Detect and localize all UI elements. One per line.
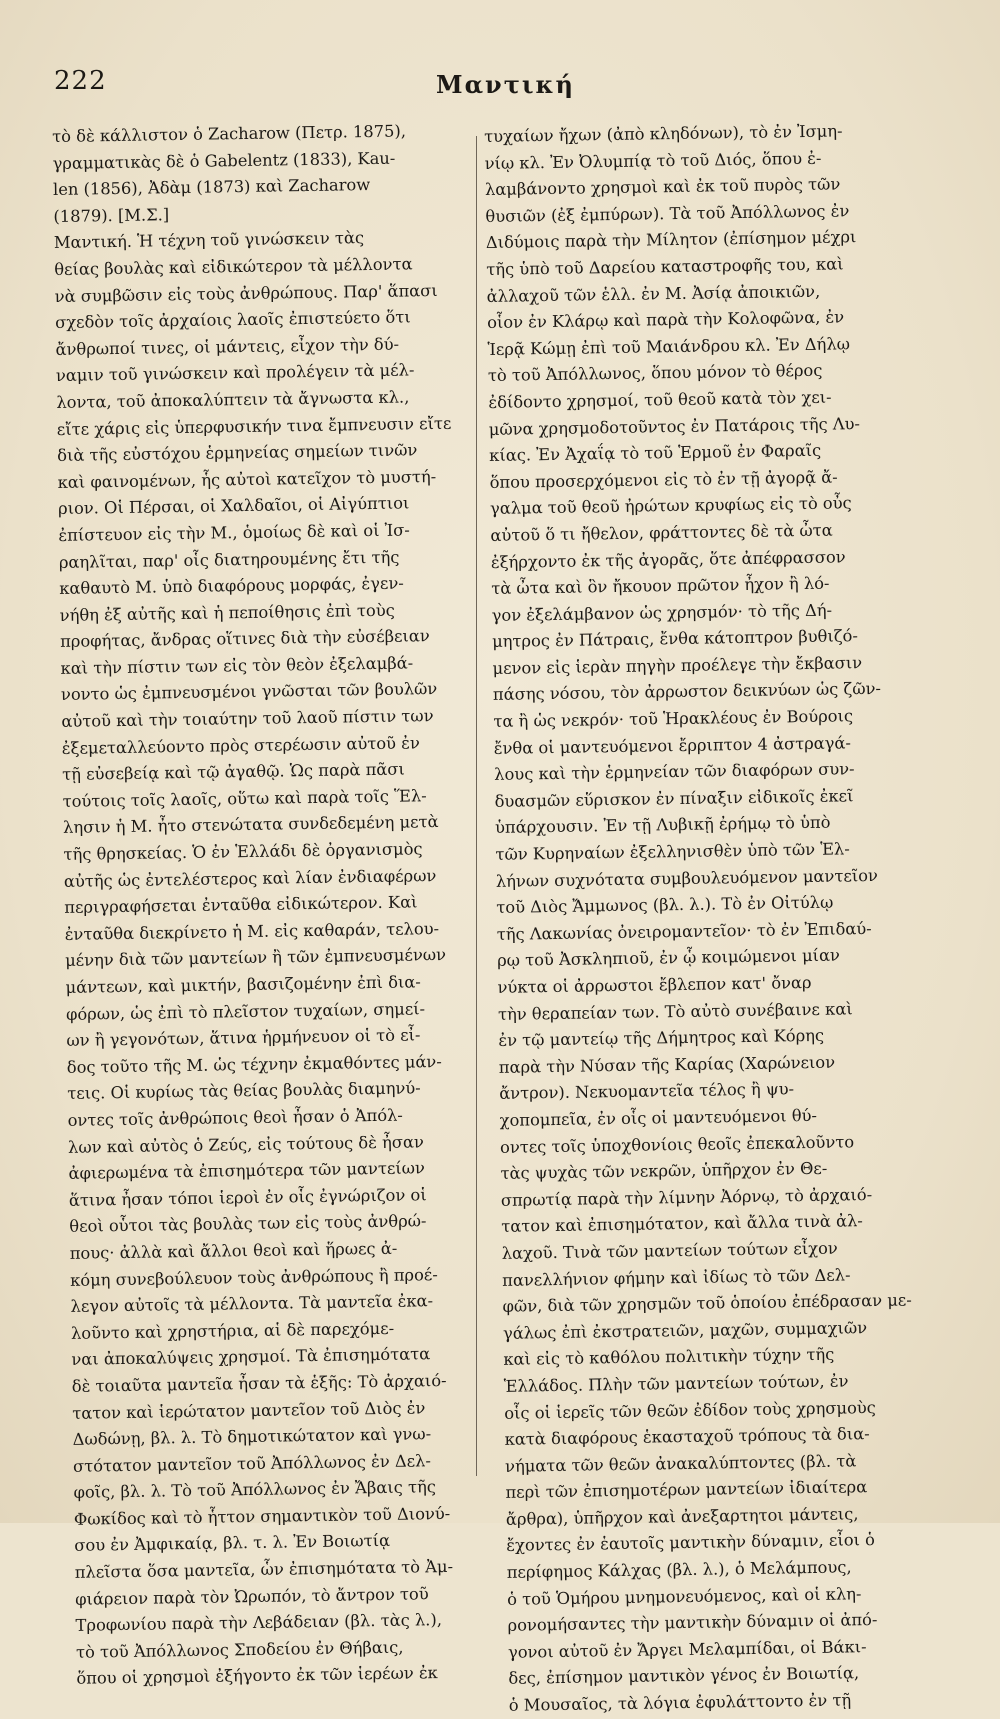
text-line: τῆς θρησκείας. Ὁ ἐν Ἑλλάδι δὲ ὀργανισμὸς [63,839,423,864]
text-line: οἷον ἐν Κλάρῳ καὶ παρὰ τὴν Κολοφῶνα, ἐν [486,307,845,333]
text-line: Ἑλλάδος. Πλὴν τῶν μαντείων τούτων, ἐν [503,1371,849,1396]
text-line: τὰς ψυχὰς τῶν νεκρῶν, ὑπῆρχον ἐν Θε- [500,1158,828,1184]
text-line: Τροφωνίου παρὰ τὴν Λεβάδειαν (βλ. τὰς λ.), [75,1610,443,1636]
text-line: τεις. Οἱ κυρίως τὰς θείας βουλὰς διαμηνύ- [67,1078,421,1104]
text-line: ἐνταῦθα διεκρίνετο ἡ Μ. εἰς καθαράν, τελου- [64,918,440,944]
text-line: γάλως ἐπὶ ἐκστρατειῶν, μαχῶν, συμμαχιῶν [502,1317,868,1343]
text-line: ὑπάρχουσιν. Ἐν τῇ Λυβικῇ ἐρήμῳ τὸ ὑπὸ [494,813,831,838]
text-line: στότατον μαντεῖον τοῦ Ἀπόλλωνος ἐν Δελ- [72,1450,432,1476]
text-line: λοντα, τοῦ ἀποκαλύπτειν τὰ ἄγνωστα κλ., [56,387,410,412]
text-line: κίας. Ἐν Ἀχαΐᾳ τὸ τοῦ Ἑρμοῦ ἐν Φαραῖς [489,440,822,466]
text-line: προφήτας, ἄνδρας οἵτινες διὰ τὴν εὐσέβειαν [59,626,430,652]
text-line: νὰ συμβῶσιν εἰς τοὺς ἀνθρώπους. Παρ' ἅπασι [54,280,438,306]
text-line: τῇ εὐσεβείᾳ καὶ τῷ ἀγαθῷ. Ὡς παρὰ πᾶσι [62,759,405,785]
text-line: παρὰ τὴν Νύσαν τῆς Καρίας (Χαρώνειον [498,1052,836,1077]
text-line: κόμη συνεβούλευον τοὺς ἀνθρώπους ἢ προέ- [70,1264,438,1290]
text-line: ὁ τοῦ Ὁμήρου μνημονευόμενος, καὶ οἱ κλη- [507,1583,862,1609]
text-line: εἴτε χάρις εἰς ὑπερφυσικήν τινα ἔμπνευσιν εἴτε [56,413,452,439]
text-line: τα ἢ ὡς νεκρόν· τοῦ Ἡρακλέους ἐν Βούροις [493,706,854,731]
text-line: φοῖς, βλ. λ. Τὸ τοῦ Ἀπόλλωνος ἐν Ἄβαις τῆς [73,1477,437,1503]
text-line: τυχαίων ἤχων (ἀπὸ κληδόνων), τὸ ἐν Ἰσμη- [484,121,843,146]
text-line: πάσης νόσου, τὸν ἀρρωστον δεικνύων ὡς ζῶν- [492,679,882,705]
text-line: μητρος ἐν Πάτραις, ἔνθα κάτοπτρον βυθιζό- [491,626,859,652]
text-line: θυσιῶν (ἐξ ἐμπύρων). Τὰ τοῦ Ἀπόλλωνος ἐν [485,201,850,226]
text-line: καὶ εἰς τὸ καθόλου πολιτικὴν τύχην τῆς [503,1344,835,1370]
text-line: τῆς Λακωνίας ὀνειρομαντεῖον· τὸ ἐν Ἐπιδαύ- [496,918,872,944]
text-line: δυασμῶν εὕρισκον ἐν πίναξιν εἰδικοῖς ἐκεῖ [494,786,854,811]
text-line: περιγραφήσεται ἐνταῦθα εἰδικώτερον. Καὶ [64,892,418,918]
text-line: νήματα τῶν θεῶν ἀνακαλύπτοντες (βλ. τὰ [504,1451,857,1476]
text-line: τὸ τοῦ Ἀπόλλωνος, ὅπου μόνον τὸ θέρος [487,361,823,386]
text-line: ἀλλαχοῦ τῶν ἑλλ. ἐν Μ. Ἀσίᾳ ἀποικιῶν, [486,281,821,306]
text-line: δος τοῦτο τῆς Μ. ὡς τέχνην ἐκμαθόντες μάν- [66,1051,442,1077]
text-line: ἅτινα ἦσαν τόποι ἱεροὶ ἐν οἷς ἐγνώριζον οἱ [68,1184,427,1210]
text-line: Φωκίδος καὶ τὸ ἧττον σημαντικὸν τοῦ Διονύ- [73,1503,451,1529]
text-line: ἔχοντες ἐν ἑαυτοῖς μαντικὴν δύναμιν, εἶοι ὁ [506,1530,876,1556]
text-line: πλεῖστα ὅσα μαντεῖα, ὧν ἐπισημότατα τὸ Ἀμ- [74,1556,454,1582]
text-line: Μαντική. Ἡ τέχνη τοῦ γινώσκειν τὰς [53,228,365,253]
text-line: λους καὶ τὴν ἑρμηνείαν τῶν διαφόρων συν- [494,759,855,785]
text-line: τούτοις τοῖς λαοῖς, οὕτω καὶ παρὰ τοῖς Ἕλ- [62,786,427,811]
text-line: λεγον αὐτοῖς τὰ μέλλοντα. Τὰ μαντεῖα ἐκα- [70,1291,434,1316]
text-line: νοντο ὡς ἐμπνευσμένοι γνῶσται τῶν βουλῶν [60,679,438,705]
text-line: σχεδὸν τοῖς ἀρχαίοις λαοῖς ἐπιστεύετο ὅτι [54,307,411,333]
text-line: γονοι αὐτοῦ ἐν Ἄργει Μελαμπίδαι, οἱ Βάκι- [507,1637,867,1662]
text-line: λαχοῦ. Τινὰ τῶν μαντείων τούτων εἶχον [501,1238,838,1263]
text-line: ρῳ τοῦ Ἀσκληπιοῦ, ἐν ᾧ κοιμώμενοι μίαν [496,945,841,971]
text-line: αὐτῆς ὡς ἐντελέστερος καὶ λίαν ἐνδιαφέρων [63,865,437,891]
text-line: νύκτα οἱ ἀρρωστοι ἔβλεπον κατ' ὄναρ [497,972,812,997]
text-line: ὅπου οἱ χρησμοὶ ἐξήγοντο ἐκ τῶν ἱερέων ἐκ [76,1663,438,1689]
text-line: ρονομήσαντες τὴν μαντικὴν δύναμιν οἱ ἀπό- [507,1610,878,1636]
text-line: οἷς οἱ ἱερεῖς τῶν θεῶν ἐδίδον τοὺς χρησμοὺς [504,1397,876,1423]
text-line: ἄντρον). Νεκυομαντεῖα τέλος ἢ ψυ- [499,1079,795,1104]
text-line: καὶ φαινομένων, ἧς αὐτοὶ κατεῖχον τὸ μυστή- [57,466,437,492]
text-line: κατὰ διαφόρους ἑκασταχοῦ τρόπους τὰ δια- [504,1424,870,1449]
text-line: ὅπου προσερχόμενοι εἰς τὸ ἐν τῇ ἀγορᾷ ἄ- [489,467,838,492]
text-line: Ἱερᾷ Κώμῃ ἐπὶ τοῦ Μαιάνδρου κλ. Ἐν Δήλῳ [487,334,851,359]
text-line: διὰ τῆς εὐστόχου ἑρμηνείας σημείων τινῶν [57,440,418,466]
text-line: τῶν Κυρηναίων ἐξελληνισθὲν ὑπὸ τῶν Ἑλ- [495,839,850,864]
text-line: τατον καὶ ἐπισημότατον, καὶ ἄλλα τινὰ ἀλ- [501,1211,863,1237]
text-line: λοῦντο καὶ χρηστήρια, αἱ δὲ παρεχόμε- [70,1318,395,1343]
text-line: καὶ τὴν πίστιν των εἰς τὸν θεὸν ἐξελαμβά- [60,653,414,678]
text-line: λαμβάνοντο χρησμοὶ καὶ ἐκ τοῦ πυρὸς τῶν [484,174,841,200]
text-line: len (1856), Ἀδὰμ (1873) καὶ Zacharow [52,175,371,200]
text-line: ναμιν τοῦ γινώσκειν καὶ προλέγειν τὰ μέλ- [55,360,415,386]
text-line: ἀφιερωμένα τὰ ἐπισημότερα τῶν μαντείων [68,1158,426,1184]
text-line: ἐπίστευον εἰς τὴν Μ., ὁμοίως δὲ καὶ οἱ Ἰσ- [58,520,410,545]
text-line: φιάρειον παρὰ τὸν Ὠρωπόν, τὸ ἄντρον τοῦ [75,1583,429,1609]
text-line: αὐτοῦ καὶ τὴν τοιαύτην τοῦ λαοῦ πίστιν των [61,706,434,731]
text-line: πανελλήνιον φήμην καὶ ἰδίως τὸ τῶν Δελ- [502,1264,851,1290]
text-line: χοπομπεῖα, ἐν οἷς οἱ μαντευόμενοι θύ- [499,1105,818,1130]
text-line: σπρωτίᾳ παρὰ τὴν λίμνην Ἀόρνῳ, τὸ ἀρχαιό- [500,1184,873,1210]
text-line: ὁ Μουσαῖος, τὰ λόγια ἐφυλάττοντο ἐν τῇ [508,1690,852,1715]
text-line: πους· ἀλλὰ καὶ ἄλλοι θεοὶ καὶ ἥρωες ἀ- [69,1238,398,1263]
text-line: θεοὶ οὗτοι τὰς βουλὰς των εἰς τοὺς ἀνθρώ- [69,1211,427,1237]
text-line: τὸ τοῦ Ἀπόλλωνος Σποδείου ἐν Θήβαις, [75,1637,404,1662]
text-line: περίφημος Κάλχας (βλ. λ.), ὁ Μελάμπους, [506,1557,852,1582]
text-line: δες, ἐπίσημον μαντικὸν γένος ἐν Βοιωτίᾳ, [508,1663,860,1689]
text-line: Διδύμοις παρὰ τὴν Μίλητον (ἐπίσημον μέχρι [485,227,857,253]
text-line: ριον. Οἱ Πέρσαι, οἱ Χαλδαῖοι, οἱ Αἰγύπτιοι [57,493,410,519]
text-line: φόρων, ὡς ἐπὶ τὸ πλεῖστον τυχαίων, σημεί- [65,998,426,1024]
text-line: φῶν, διὰ τῶν χρησμῶν τοῦ ὁποίου ἐπέδρασαν με- [502,1290,912,1316]
text-line: ἐν τῷ μαντείῳ τῆς Δήμητρος καὶ Κόρης [498,1025,825,1051]
text-line: καθαυτὸ Μ. ὑπὸ διαφόρους μορφάς, ἐγεν- [59,573,404,599]
text-line: οντες τοῖς ὑποχθονίοις θεοῖς ἐπεκαλοῦντο [499,1131,855,1157]
text-line: περὶ τῶν ἐπισημοτέρων μαντείων ἰδιαίτερα [505,1477,868,1503]
text-line: θείας βουλὰς καὶ εἰδικώτερον τὰ μέλλοντα [54,254,413,279]
text-line: ἐξεμεταλλεύοντο πρὸς στερέωσιν αὐτοῦ ἐν [61,732,420,758]
text-line: ἐδίδοντο χρησμοί, τοῦ θεοῦ κατὰ τὸν χει- [488,387,832,412]
text-line: σου ἐν Ἀμφικαίᾳ, βλ. τ. λ. Ἐν Βοιωτίᾳ [74,1531,391,1556]
text-line: ναι ἀποκαλύψεις χρησμοί. Τὰ ἐπισημότατα [71,1344,431,1370]
left-text-column [52,117,499,1692]
text-line: μάντεων, καὶ μικτήν, βασιζομένην ἐπὶ δια- [65,972,421,997]
text-line: ων ἢ γεγονότων, ἅτινα ἡρμήνευον οἱ τὸ εἶ- [66,1025,421,1051]
text-line: γαλμα τοῦ θεοῦ ἠρώτων κρυφίως εἰς τὸ οὖς [489,493,852,519]
text-line: ἄνθρωποί τινες, οἱ μάντεις, εἶχον τὴν δύ- [55,334,400,359]
text-line: λησιν ἡ Μ. ἦτο στενώτατα συνδεδεμένη μετὰ [62,812,439,838]
text-line: τῆς ὑπὸ τοῦ Δαρείου καταστροφῆς του, καὶ [486,254,844,279]
text-line: ἄρθρα), ὑπῆρχον καὶ ἀνεξαρτητοι μάντεις, [505,1504,859,1529]
text-line: οντες τοῖς ἀνθρώποις θεοὶ ἦσαν ὁ Ἀπόλ- [67,1105,404,1130]
text-line: (1879). [Μ.Σ.] [53,204,170,226]
text-line: ἐξήρχοντο ἐκ τῆς ἀγορᾶς, ὅτε ἀπέφρασσον [490,546,846,572]
text-line: δὲ τοιαῦτα μαντεῖα ἦσαν τὰ ἑξῆς: Τὸ ἀρχαιό- [71,1370,447,1396]
text-line: νίῳ κλ. Ἐν Ὀλυμπίᾳ τὸ τοῦ Διός, ὅπου ἐ- [484,148,822,173]
text-line: μένην διὰ τῶν μαντείων ἢ τῶν ἐμπνευσμένων [64,945,447,971]
text-line: τὴν θεραπείαν των. Τὸ αὐτὸ συνέβαινε καὶ [497,998,853,1024]
page-number: 222 [54,66,107,96]
running-title: Μαντική [436,70,575,99]
text-line: τατον καὶ ἱερώτατον μαντεῖον τοῦ Διὸς ἐν [72,1397,426,1423]
text-line: νήθη ἐξ αὐτῆς καὶ ἡ πεποίθησις ἐπὶ τοὺς [59,600,395,625]
right-text-column [484,117,947,1719]
text-line: λων καὶ αὐτὸς ὁ Ζεύς, εἰς τούτους δὲ ἦσαν [67,1131,424,1157]
text-line: μῶνα χρησμοδοτοῦντος ἐν Πατάροις τῆς Λυ- [488,413,861,439]
text-line: ἔνθα οἱ μαντευόμενοι ἔρριπτον 4 ἀστραγά- [493,732,852,758]
text-line: αὐτοῦ ὅ τι ἤθελον, φράττοντες δὲ τὰ ὦτα [490,520,833,545]
text-line: γραμματικὰς δὲ ὁ Gabelentz (1833), Kau- [52,148,396,173]
text-line: λήνων συχνότατα συμβουλευόμενον μαντεῖον [495,865,879,891]
column-divider [476,136,477,1476]
text-line: τὸ δὲ κάλλιστον ὁ Zacharow (Πετρ. 1875), [52,121,407,146]
text-line: μενον εἰς ἱερὰν πηγὴν προέλεγε τὴν ἔκβασιν [492,653,863,678]
text-line: τὰ ὦτα καὶ ὃν ἤκουον πρῶτον ἦχον ἢ λό- [491,573,830,599]
text-line: τοῦ Διὸς Ἄμμωνος (βλ. λ.). Τὸ ἐν Οἰτύλῳ [496,892,834,918]
text-line: γον ἐξελάμβανον ὡς χρησμόν· τὸ τῆς Δή- [491,600,833,625]
text-line: Δωδώνῃ, βλ. λ. Τὸ δημοτικώτατον καὶ γνω- [72,1424,432,1449]
text-line: ραηλῖται, παρ' οἷς διατηρουμένης ἔτι τῆς [58,547,400,572]
